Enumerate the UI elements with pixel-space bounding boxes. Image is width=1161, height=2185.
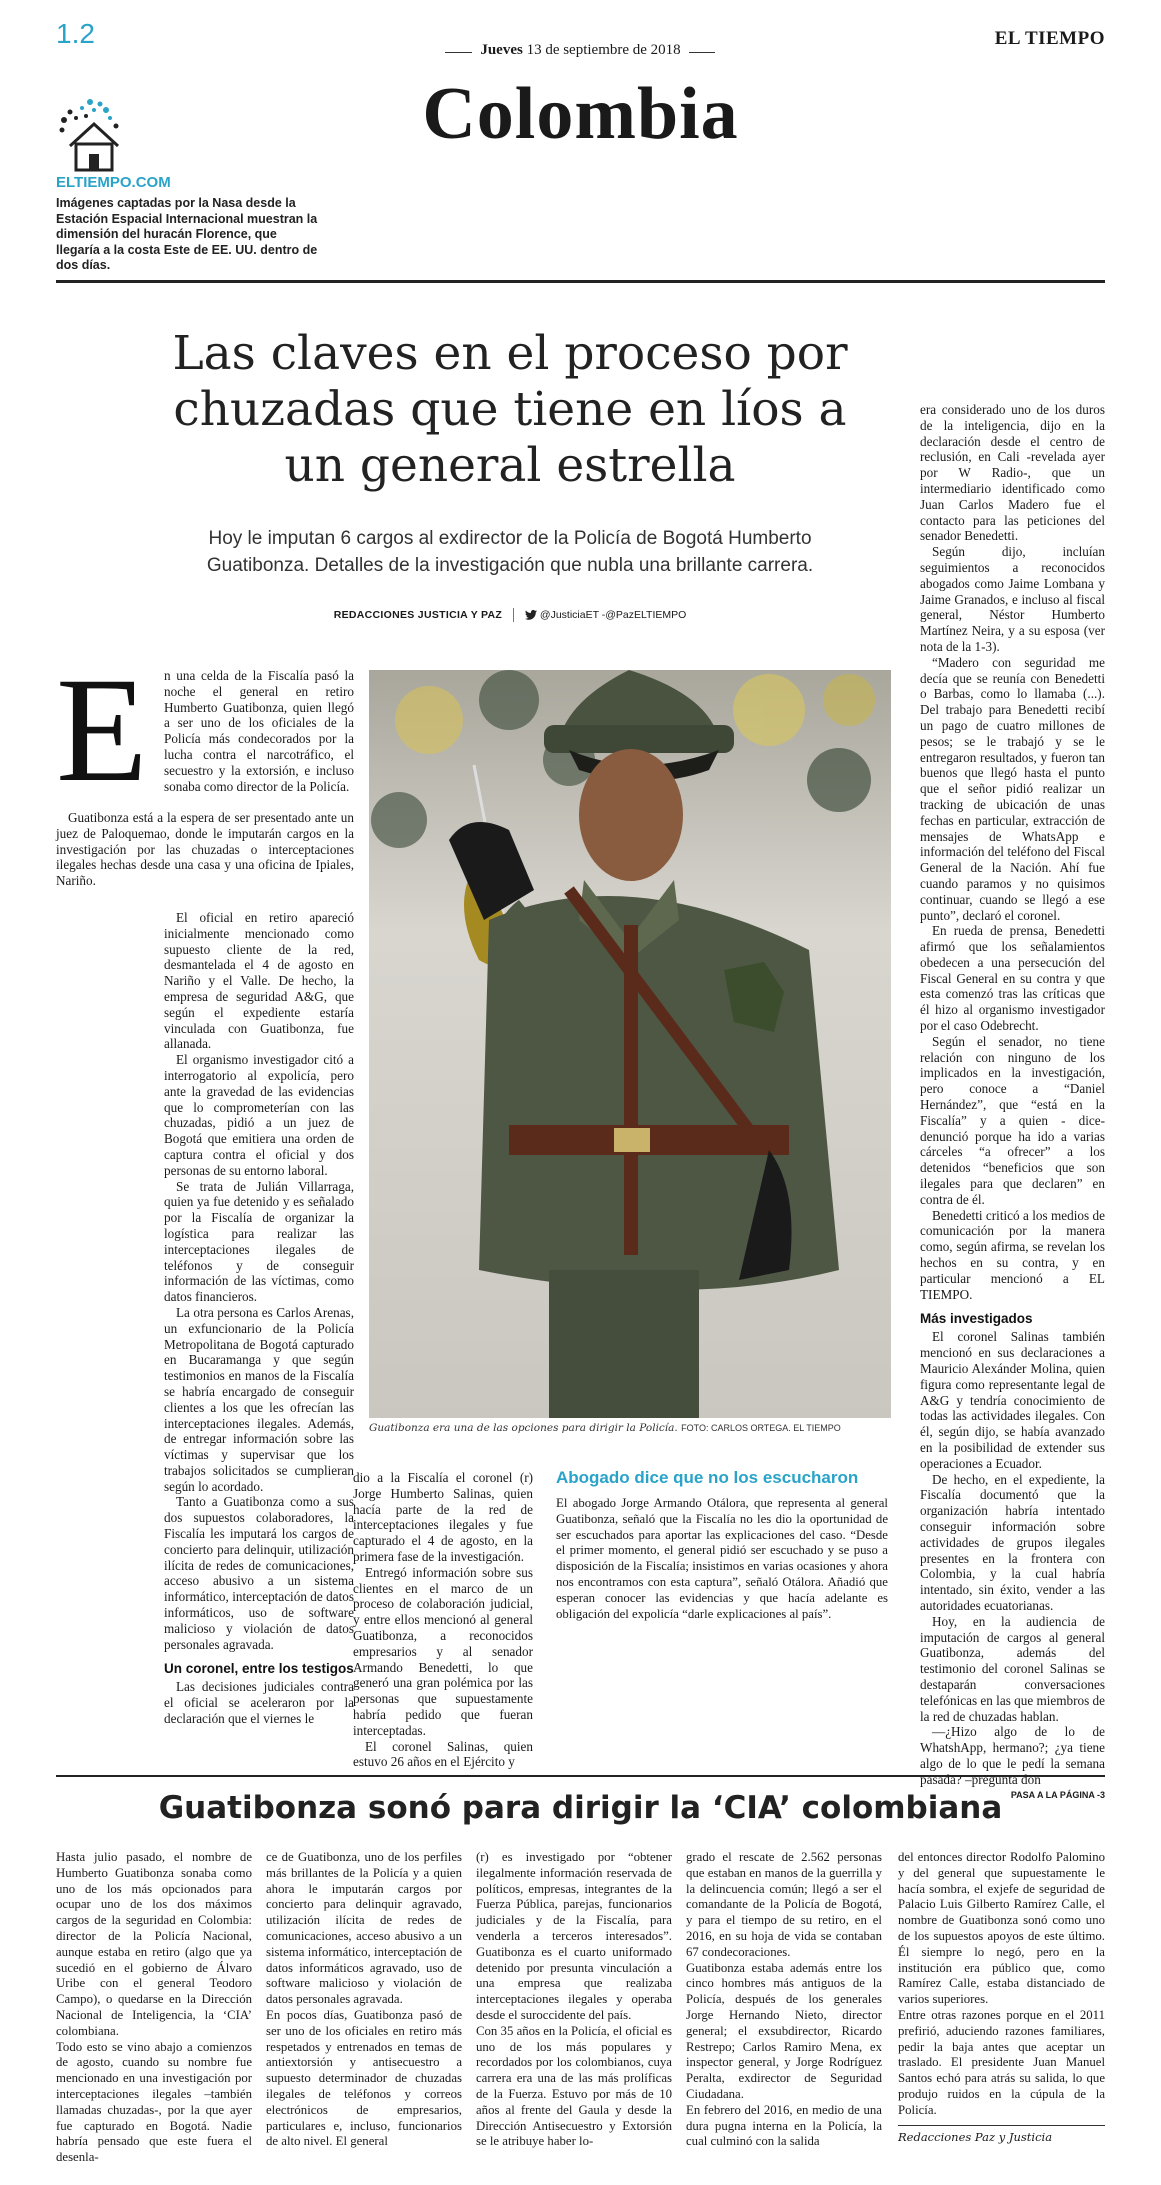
house-globe-icon[interactable] bbox=[56, 96, 130, 174]
byline-separator bbox=[513, 608, 514, 622]
paragraph: El organismo investigador citó a interrogatorio al expolicía, pero ante la gravedad de las evidencias que lo comprometerían con las chuzadas, pidió a un juez de Bogotá que emitiera una orden de captura contra el oficial y dos personas de su entorno laboral. bbox=[164, 1052, 354, 1178]
column-1-top bbox=[164, 668, 354, 794]
byline-handles[interactable]: @JusticiaET -@PazELTIEMPO bbox=[539, 608, 687, 621]
paragraph: En rueda de prensa, Benedetti afirmó que los señalamientos obedecen a una persecución del Fiscal General en su contra y que esta comenzó tras las críticas que él hizo al organismo investigador por el caso Odebrecht. bbox=[920, 923, 1105, 1034]
masthead[interactable]: EL TIEMPO bbox=[994, 28, 1105, 49]
paragraph: El abogado Jorge Armando Otálora, que representa al general Guatibonza, señaló que la Fiscalía no les dio la oportunidad de ser escuchados para aportar las explicaciones del caso. “Desde el primer momento, el general pidió ser escuchado y se puso a disposición de la Fiscalía; insistimos en varias ocasiones y ahora nos encontramos con esta captura”, señaló Otálora. Añadió que esperan conocer las evidencias y que hacía adelante es obligación del expolicía “darle explicaciones al país”. bbox=[556, 1496, 888, 1621]
second-headline: Guatibonza sonó para dirigir la ‘CIA’ colombiana bbox=[158, 1790, 1003, 1826]
paragraph: El oficial en retiro apareció inicialmente mencionado como supuesto cliente de la red, desmantelada el 4 de agosto en Nariño y el Valle. De hecho, la empresa de seguridad A&G, que según el expediente estaría vinculada con Guatibonza, fue allanada. bbox=[164, 910, 354, 1052]
paragraph: Las decisiones judiciales contra el oficial se aceleraron por la declaración que el viernes le bbox=[164, 1679, 354, 1727]
paragraph: “Madero con seguridad me decía que se reunía con Benedetti o Barbas, como lo llamaba (...). Del trabajo para Benedetti recibí un pago de cuatro millones de pesos; se le trabajó y se le entregaron resultados, y fueron tan buenos que llegó hasta el punto que el señor pidió realizar un tracking de ubicación de unas fechas en particular, extracción de mensajes de WhatsApp e información del teléfono del Fiscal General de la Nación. Ahí fue cuando paramos y no quisimos continuar, cuando se llegó a ese punto”, declaró el coronel. bbox=[920, 654, 1105, 923]
paragraph: El coronel Salinas, quien estuvo 26 años en el Ejército y bbox=[353, 1738, 533, 1770]
header-rule bbox=[56, 280, 1105, 283]
date-day: Jueves bbox=[480, 42, 523, 58]
paragraph: Entregó información sobre sus clientes en el marco de un proceso de colaboración judicial, y entre ellos mencionó al general Guatibonza, a reconocidos empresarios y al senador Armando Benedetti, lo que generó una gran polémica por las personas que supuestamente habría pedido que fueran interceptadas. bbox=[353, 1564, 533, 1738]
paragraph: Hoy, en la audiencia de imputación de cargos al general Guatibonza, además del testimonio del coronel Salinas se destaparán conversaciones telefónicas en las que miembros de la red de chuzadas hablan. bbox=[920, 1613, 1105, 1724]
paragraph: n una celda de la Fiscalía pasó la noche el general en retiro Humberto Guatibonza, quien llegó a ser uno de los oficiales de la Policía más condecorados por la lucha contra el narcotráfico, el secuestro y la extorsión, e incluso sonaba como director de la Policía. bbox=[164, 668, 354, 794]
byline bbox=[0, 608, 1020, 622]
column-1-continued bbox=[164, 910, 354, 1727]
subhead-mas-investigados: Más investigados bbox=[920, 1311, 1033, 1327]
section-divider bbox=[56, 1775, 1105, 1777]
article-deck: Hoy le imputan 6 cargos al exdirector de la Policía de Bogotá Humberto Guatibonza. Detalles de la investigación que nubla una brillante carrera. bbox=[206, 528, 814, 576]
subhead-coronel: Un coronel, entre los testigos bbox=[164, 1661, 354, 1677]
page-number: 1.2 bbox=[56, 18, 95, 49]
article-headline: Las claves en el proceso por chuzadas que tiene en líos a un general estrella bbox=[172, 326, 848, 493]
continue-label[interactable]: PASA A LA PÁGINA -3 bbox=[1010, 1789, 1105, 1800]
second-column-2: ce de Guatibonza, uno de los perfiles más brillantes de la Policía y a quien ahora le imputarán cargos por concierto para delinquir agravado, utilización ilícita de redes de comunicaciones, acceso abusivo a un sistema informático, interceptación de datos informáticos agravado, uso de software malicioso y violación de datos personales agravada. En pocos días, Guatibonza pasó de ser uno de los oficiales en retiro más respetados y entrenados en temas de antiextorsión y antisecuestro a supuesto determinador de chuzadas ilegales de teléfonos y correos electrónicos de empresarios, particulares e, incluso, funcionarios de alto nivel. El general bbox=[266, 1850, 462, 2149]
column-2 bbox=[353, 1470, 533, 1770]
section-title: Colombia bbox=[422, 73, 739, 155]
byline-author: REDACCIONES JUSTICIA Y PAZ bbox=[333, 608, 503, 621]
second-column-5: del entonces director Rodolfo Palomino y del general que supuestamente le hacía sombra, el exjefe de seguridad de Palacio Luis Gilberto Ramírez Calle, el nombre de Guatibonza sonó como uno de los supuestos apoyos de este último. Él siempre lo negó, pero en la institución era público que, como Ramírez Calle, estaba distanciado de varios superiores. Entre otras razones porque en el 2011 prefirió, aduciendo razones familiares, pedir la baja antes que aceptar un traslado. El presidente Juan Manuel Santos echó para atrás su salida, lo que produjo ruidos en la cúpula de la Policía. bbox=[898, 1850, 1105, 2117]
paragraph: Según dijo, incluían seguimientos a reconocidos abogados como Jaime Lombana y Jaime Granados, e incluso al fiscal general, Néstor Humberto Martínez Neira, y a su esposa (ver nota de la 1-3). bbox=[920, 544, 1105, 654]
column-4 bbox=[920, 402, 1105, 1803]
site-link[interactable]: ELTIEMPO.COM bbox=[56, 174, 171, 191]
second-column-3: (r) es investigado por “obtener ilegalmente información reservada de políticos, empresas, integrantes de la Fuerza Pública, parejas, funcionarios judiciales y de la Fiscalía, para venderla a terceros interesados”. Guatibonza es el cuarto uniformado detenido por presunta vinculación a una empresa que realizaba interceptaciones ilegales y operaba desde el suroccidente del país. Con 35 años en la Policía, el oficial es uno de los más populares y recordados por los colombianos, cuya carrera era una de las más prolíficas de la Fuerza. Estuvo por más de 10 años al frente del Gaula y desde la Dirección Antisecuestro y Extorsión se le atribuye haber lo- bbox=[476, 1850, 672, 2149]
paragraph: Guatibonza está a la espera de ser presentado ante un juez de Paloquemao, donde le imputarán cargos en la investigación por las chuzadas o interceptaciones ilegales hechas desde una casa y una oficina de Ipiales, Nariño. bbox=[56, 810, 354, 889]
box-title: Abogado dice que no los escucharon bbox=[556, 1468, 859, 1487]
general-photo bbox=[369, 670, 891, 1418]
teaser-text[interactable]: Imágenes captadas por la Nasa desde la Estación Espacial Internacional muestran la dimensión del huracán Florence, que llegaría a la costa Este de EE. UU. dentro de dos días. bbox=[56, 196, 318, 272]
paragraph: El coronel Salinas también mencionó en sus declaraciones a Mauricio Alexánder Molina, quien figura como representante legal de A&G y tendría conocimiento de todas las actividades ilegales. Con él, según dijo, se había avanzado en la posibilidad de extender sus operaciones a Ecuador. bbox=[920, 1329, 1105, 1471]
paragraph: Benedetti criticó a los medios de comunicación por la manera como, según afirma, se revelan los hechos en su contra, y en particular mencionó a EL TIEMPO. bbox=[920, 1207, 1105, 1302]
paragraph: era considerado uno de los duros de la inteligencia, dijo en la declaración desde el centro de reclusión, en Cali -revelada ayer por W Radio-, que un intermediario identificado como Juan Carlos Madero fue el contacto para las peticiones del senador Benedetti. bbox=[920, 402, 1105, 544]
paragraph: La otra persona es Carlos Arenas, un exfuncionario de la Policía Metropolitana de Bogotá capturado en Bucaramanga y que según testimonios en manos de la Fiscalía se habría encargado de conseguir clientes a los que les ofrecían las interceptaciones ilegales. Además, de entregar información sobre las víctimas y supervisar que los trabajos solicitados se cumplieran según lo acordado. bbox=[164, 1304, 354, 1494]
paragraph: Se trata de Julián Villarraga, quien ya fue detenido y es señalado por la Fiscalía de organizar la logística para realizar las interceptaciones ilegales de teléfonos y de conseguir información de las víctimas, como datos financieros. bbox=[164, 1178, 354, 1305]
paragraph: De hecho, en el expediente, la Fiscalía documentó que la organización habría intentado conseguir información sobre actividades de grupos ilegales presentes en la frontera con Colombia, y la cual habría intentado, sin éxito, vender a las autoridades ecuatorianas. bbox=[920, 1471, 1105, 1613]
paragraph: —¿Hizo algo de lo de WhatshApp, hermano?; ¿ya tiene algo de lo que le pedí la semana pasada? –pregunta don bbox=[920, 1724, 1105, 1787]
box-text bbox=[556, 1496, 888, 1622]
dropcap: E bbox=[56, 647, 148, 813]
paragraph: dio a la Fiscalía el coronel (r) Jorge Humberto Salinas, quien hacía parte de la red de interceptaciones ilegales y fue capturado el 4 de agosto, en la primera fase de la investigación. bbox=[353, 1470, 533, 1564]
second-credit: Redacciones Paz y Justicia bbox=[898, 2125, 1105, 2144]
photo-caption bbox=[369, 1422, 891, 1434]
column-1 bbox=[56, 810, 354, 889]
twitter-bird-icon bbox=[525, 609, 540, 621]
caption-text: Guatibonza era una de las opciones para dirigir la Policía. bbox=[369, 1422, 678, 1434]
dateline bbox=[0, 42, 1161, 59]
second-column-5-wrap bbox=[898, 1850, 1105, 2144]
paragraph: Tanto a Guatibonza como a sus dos supuestos colaboradores, la Fiscalía les imputará los cargos de concierto para delinquir, utilización ilícita de redes de comunicaciones, acceso abusivo a un sistema informático, interceptación de datos informáticos, uso de software malicioso y violación de datos personales agravada. bbox=[164, 1494, 354, 1652]
photo-credit: FOTO: CARLOS ORTEGA. EL TIEMPO bbox=[681, 1423, 841, 1433]
second-column-4: grado el rescate de 2.562 personas que estaban en manos de la guerrilla y la delincuencia común; llegó a ser el comandante de la Policía de Bogotá, y para el tiempo de su retiro, en el 2016, en su hoja de vida se contaban 67 condecoraciones. Guatibonza estaba además entre los cinco hombres más antiguos de la Policía, después de los generales Jorge Hernando Nieto, director general; el exsubdirector, Ricardo Restrepo; Carlos Ramiro Mena, ex inspector general, y Jorge Rodríguez Peralta, exdirector de Seguridad Ciudadana. En febrero del 2016, en medio de una dura pugna interna en la Policía, la cual culminó con la salida bbox=[686, 1850, 882, 2149]
second-column-1: Hasta julio pasado, el nombre de Humberto Guatibonza sonaba como uno de los más opcionados para ocupar uno de los dos máximos cargos de la seguridad en Colombia: director de la Policía Nacional, aunque estaba en retiro (algo que ya sucedió en el gobierno de Álvaro Uribe con el general Teodoro Campo), o quedarse en la Dirección Nacional de Inteligencia, la ‘CIA’ colombiana. Todo esto se vino abajo a comienzos de agosto, cuando su nombre fue mencionado en una investigación por interceptaciones ilegales –también llamadas chuzadas-, por la que ayer fue capturado en Bogotá. Nadie habría pensado que este fuera el desenla- bbox=[56, 1850, 252, 2165]
paragraph: Según el senador, no tiene relación con ninguno de los implicados en la investigación, pero conoce a “Daniel Hernández”, que “está en la Fiscalía” y a quien - dice- denunció porque ha ido a varias cárceles “a ofrecer” a los detenidos “beneficios que son ilegales para que declaren” en contra de él. bbox=[920, 1033, 1105, 1207]
date-rest: 13 de septiembre de 2018 bbox=[526, 42, 681, 58]
